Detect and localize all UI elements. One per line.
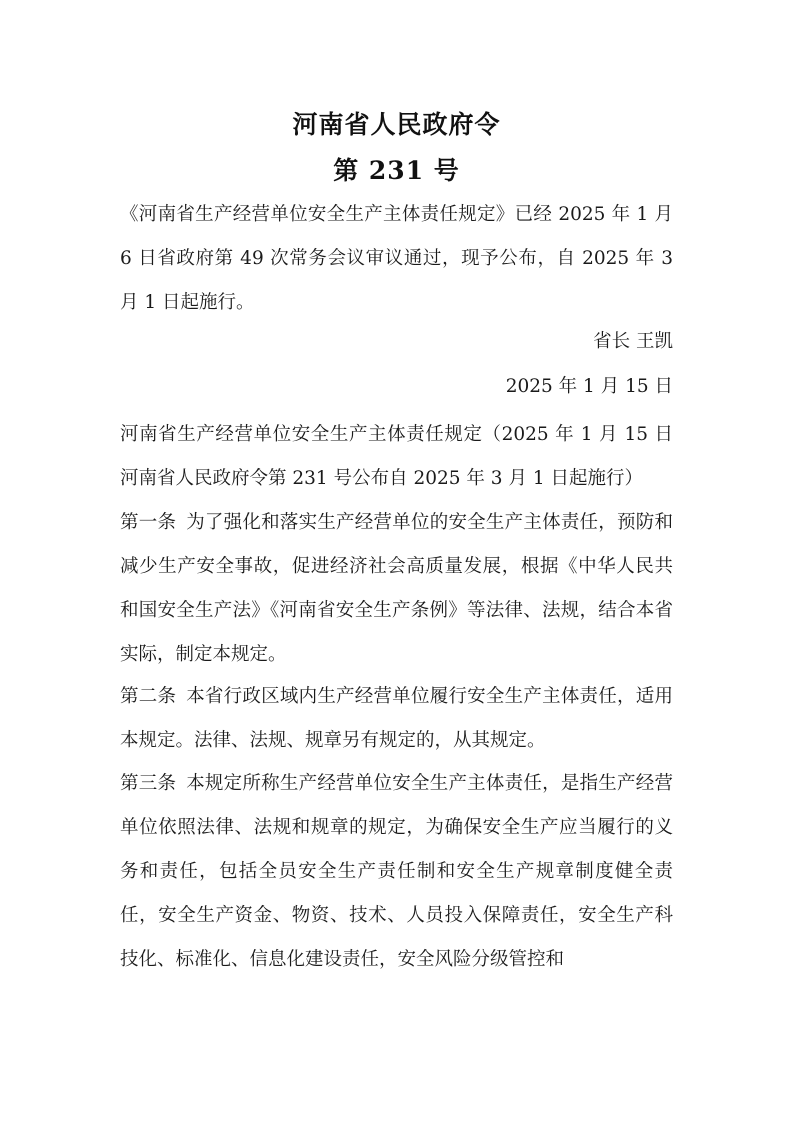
article-1-label: 第一条 xyxy=(120,512,177,533)
document-heading: 河南省人民政府令 xyxy=(292,110,501,139)
article-3-label: 第三条 xyxy=(120,773,177,794)
regulation-title: 河南省生产经营单位安全生产主体责任规定（2025 年 1 月 15 日河南省人民政府令第 231 号公布自 2025 年 3 月 1 日起施行） xyxy=(120,424,673,489)
promulgation-preamble: 《河南省生产经营单位安全生产主体责任规定》已经 2025 年 1 月 6 日省政府第 49 次常务会议审议通过，现予公布，自 2025 年 3 月 1 日起施行。 xyxy=(120,204,673,313)
article-1 xyxy=(120,501,673,677)
decree-number: 第 231 号 xyxy=(333,156,460,185)
article-3-text: 本规定所称生产经营单位安全生产主体责任，是指生产经营单位依照法律、法规和规章的规定，为确保安全生产应当履行的义务和责任，包括全员安全生产责任制和安全生产规章制度健全责任，安全生产资金、物资、技术、人员投入保障责任，安全生产科技化、标准化、信息化建设责任，安全风险分级管控和 xyxy=(120,773,673,970)
article-2 xyxy=(120,675,673,763)
signer: 省长 王凯 xyxy=(593,331,673,352)
article-1-text: 为了强化和落实生产经营单位的安全生产主体责任，预防和减少生产安全事故，促进经济社会高质量发展，根据《中华人民共和国安全生产法》《河南省安全生产条例》等法律、法规，结合本省实际，制定本规定。 xyxy=(120,512,673,665)
article-2-text: 本省行政区域内生产经营单位履行安全生产主体责任，适用本规定。法律、法规、规章另有规定的，从其规定。 xyxy=(120,686,673,751)
sign-date: 2025 年 1 月 15 日 xyxy=(505,376,673,397)
article-2-label: 第二条 xyxy=(120,686,177,707)
article-3 xyxy=(120,762,673,982)
